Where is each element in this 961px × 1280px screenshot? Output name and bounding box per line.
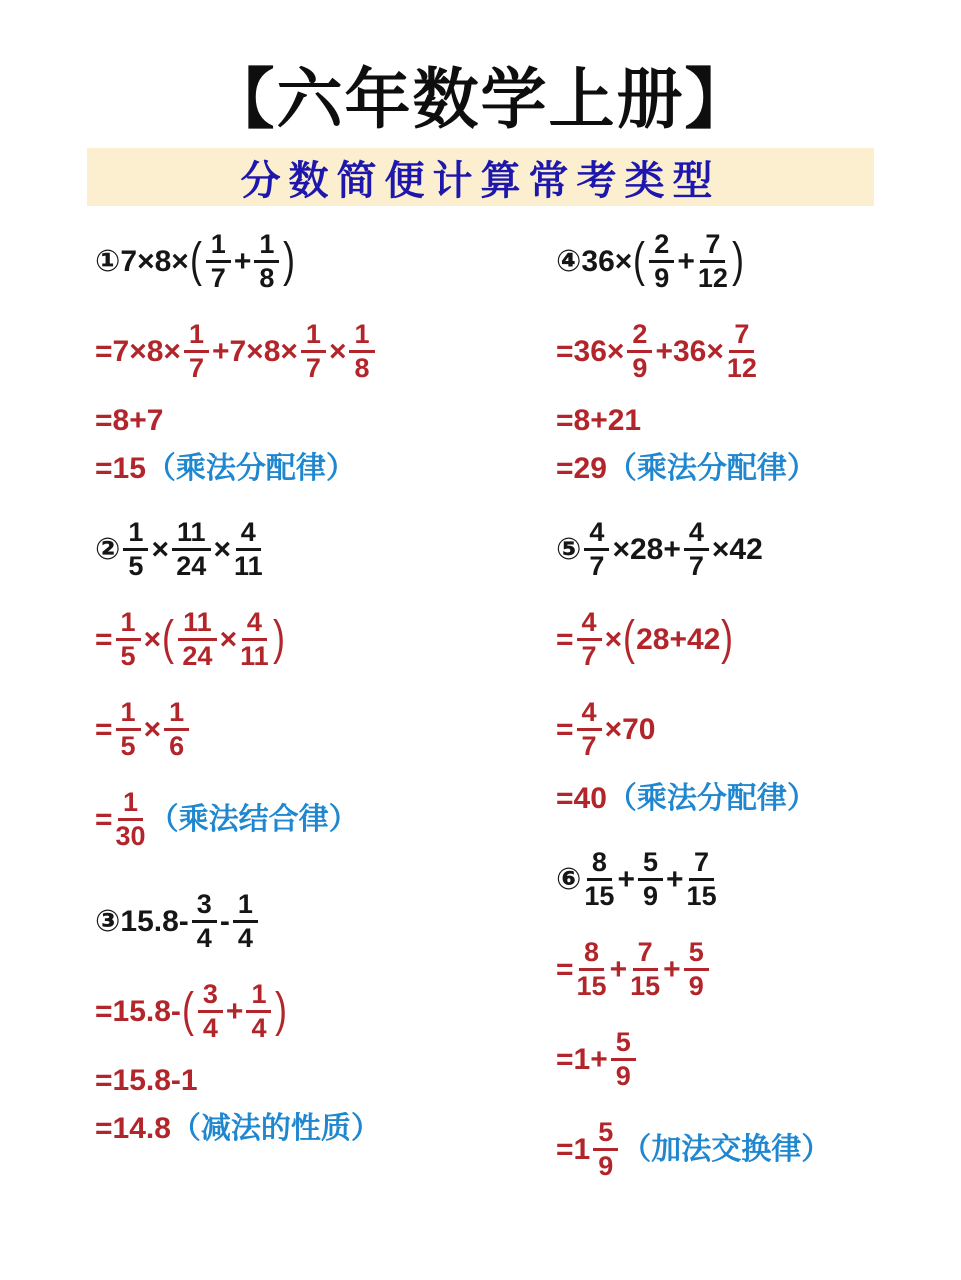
math-text: + (233, 244, 252, 278)
math-text: =7×8× (95, 334, 181, 368)
fraction-numerator: 1 (301, 320, 326, 353)
fraction-denominator: 6 (169, 731, 185, 761)
fraction-numerator: 5 (611, 1028, 636, 1061)
fraction (246, 980, 271, 1043)
math-text: ④36× (556, 244, 633, 278)
math-text: （乘法分配律） (606, 781, 817, 815)
fraction-numerator: 2 (627, 320, 652, 353)
fraction (254, 230, 279, 293)
fraction-numerator: 1 (206, 230, 231, 263)
fraction (234, 518, 263, 581)
fraction-denominator: 9 (688, 971, 704, 1001)
fraction-denominator: 15 (584, 881, 615, 911)
math-text: = (556, 952, 574, 986)
column-left (95, 216, 545, 1164)
math-text: ② (95, 532, 121, 566)
fraction-numerator: 11 (172, 518, 211, 551)
fraction (584, 848, 614, 911)
fraction-denominator: 7 (589, 551, 605, 581)
math-line (556, 774, 956, 822)
math-text: =1 (556, 1132, 591, 1166)
fraction-numerator: 1 (349, 320, 374, 353)
fraction (698, 230, 728, 293)
math-text: = (95, 622, 113, 656)
math-text: - (219, 904, 230, 938)
fraction-numerator: 5 (638, 848, 663, 881)
math-text: = (95, 712, 113, 746)
fraction-denominator: 7 (210, 263, 226, 293)
fraction (116, 788, 146, 851)
parenthesis: ( (189, 234, 202, 288)
math-line (95, 684, 545, 774)
math-text: =8+7 (95, 403, 164, 437)
fraction-numerator: 4 (577, 608, 602, 641)
math-text: + (663, 952, 681, 986)
math-text: =15 (95, 451, 146, 485)
math-text: ①7×8× (95, 244, 189, 278)
math-text: ×42 (711, 532, 763, 566)
math-text: 28+42 (636, 622, 721, 656)
fraction-denominator: 11 (234, 551, 263, 581)
math-line (95, 966, 545, 1056)
math-text: + (666, 862, 684, 896)
fraction (577, 608, 602, 671)
math-line (556, 216, 956, 306)
math-text: ×70 (604, 712, 656, 746)
math-text: ⑥ (556, 862, 582, 896)
math-text: + (609, 952, 628, 986)
fraction-denominator: 12 (726, 353, 757, 383)
math-line (95, 876, 545, 966)
fraction-denominator: 7 (305, 353, 321, 383)
fraction (192, 890, 217, 953)
math-line (95, 1056, 545, 1104)
fraction (349, 320, 374, 383)
math-text: × (604, 622, 623, 656)
fraction-denominator: 24 (182, 641, 213, 671)
math-text: + (617, 862, 635, 896)
fraction-denominator: 24 (176, 551, 207, 581)
math-text: +7×8× (211, 334, 298, 368)
problem-6 (556, 834, 956, 1194)
fraction-denominator: 15 (576, 971, 607, 1001)
fraction-numerator: 1 (246, 980, 271, 1013)
fraction-numerator: 1 (254, 230, 279, 263)
fraction-numerator: 11 (178, 608, 217, 641)
math-text: +36× (655, 334, 724, 368)
fraction-numerator: 4 (577, 698, 602, 731)
problem-2 (95, 504, 545, 864)
fraction-denominator: 9 (598, 1151, 614, 1181)
fraction (233, 890, 258, 953)
fraction-denominator: 9 (615, 1061, 631, 1091)
fraction (577, 698, 602, 761)
fraction (611, 1028, 636, 1091)
fraction-denominator: 9 (642, 881, 659, 911)
math-text: × (143, 712, 162, 746)
math-line (556, 444, 956, 492)
fraction-numerator: 1 (123, 518, 148, 551)
fraction-denominator: 7 (581, 641, 597, 671)
subtitle-banner (87, 148, 874, 206)
math-line (556, 1104, 956, 1194)
parenthesis: ) (721, 612, 734, 666)
math-text: + (225, 994, 244, 1028)
fraction-denominator: 15 (686, 881, 717, 911)
fraction (301, 320, 326, 383)
fraction-numerator: 3 (198, 980, 223, 1013)
column-right (556, 216, 956, 1206)
fraction (727, 320, 757, 383)
math-text: =40 (556, 781, 607, 815)
math-line (95, 594, 545, 684)
fraction (649, 230, 674, 293)
fraction (684, 938, 709, 1001)
page-subtitle: 分数简便计算常考类型 (240, 156, 721, 204)
fraction-numerator: 4 (236, 518, 261, 551)
parenthesis: ) (272, 612, 285, 666)
fraction-numerator: 8 (579, 938, 604, 971)
math-line (556, 594, 956, 684)
parenthesis: ) (731, 234, 744, 288)
fraction-numerator: 7 (633, 938, 658, 971)
fraction (630, 938, 660, 1001)
math-line (95, 504, 545, 594)
fraction-numerator: 3 (192, 890, 217, 923)
math-text: = (556, 712, 574, 746)
math-text: =29 (556, 451, 607, 485)
math-text: （加法交换律） (621, 1132, 832, 1166)
fraction (687, 848, 717, 911)
math-line (556, 396, 956, 444)
fraction-denominator: 4 (237, 923, 253, 953)
fraction (638, 848, 663, 911)
fraction-numerator: 4 (242, 608, 267, 641)
math-text: × (328, 334, 347, 368)
math-text: × (219, 622, 238, 656)
math-line (556, 834, 956, 924)
parenthesis: ) (275, 984, 288, 1038)
fraction-denominator: 4 (251, 1013, 267, 1043)
fraction-numerator: 2 (649, 230, 674, 263)
fraction-numerator: 1 (118, 788, 143, 821)
problem-3 (95, 876, 545, 1152)
fraction-numerator: 7 (700, 230, 725, 263)
fraction-denominator: 7 (581, 731, 597, 761)
math-line (556, 1014, 956, 1104)
fraction (684, 518, 709, 581)
math-text: ⑤ (556, 532, 582, 566)
fraction (178, 608, 217, 671)
fraction-denominator: 9 (654, 263, 670, 293)
math-text: （乘法结合律） (148, 802, 359, 836)
math-text: × (151, 532, 169, 566)
problem-1 (95, 216, 545, 492)
fraction-denominator: 5 (128, 551, 144, 581)
math-line (95, 444, 545, 492)
fraction (184, 320, 209, 383)
fraction-numerator: 1 (116, 608, 141, 641)
fraction-denominator: 5 (120, 731, 136, 761)
fraction-numerator: 1 (164, 698, 189, 731)
math-line (556, 684, 956, 774)
math-line (95, 216, 545, 306)
fraction-denominator: 8 (259, 263, 275, 293)
fraction (172, 518, 211, 581)
math-text: =14.8 (95, 1111, 171, 1145)
fraction (577, 938, 607, 1001)
math-line (556, 504, 956, 594)
math-text: =36× (556, 334, 625, 368)
math-text: + (677, 244, 695, 278)
fraction-numerator: 5 (593, 1118, 618, 1151)
fraction (116, 608, 141, 671)
fraction-denominator: 15 (630, 971, 661, 1001)
fraction (164, 698, 189, 761)
fraction-denominator: 7 (188, 353, 204, 383)
parenthesis: ( (162, 612, 175, 666)
math-line (95, 1104, 545, 1152)
parenthesis: ( (181, 984, 194, 1038)
fraction (123, 518, 148, 581)
math-text: × (143, 622, 162, 656)
fraction-denominator: 11 (240, 641, 269, 671)
fraction-denominator: 4 (196, 923, 212, 953)
fraction-denominator: 9 (632, 353, 648, 383)
math-text: × (213, 532, 232, 566)
fraction (593, 1118, 618, 1181)
math-line (95, 306, 545, 396)
math-text: =8+21 (556, 403, 642, 437)
fraction-denominator: 8 (354, 353, 370, 383)
fraction (584, 518, 609, 581)
parenthesis: ( (633, 234, 646, 288)
fraction (116, 698, 141, 761)
math-line (556, 306, 956, 396)
math-text: （乘法分配律） (145, 451, 356, 485)
math-text: =15.8- (95, 994, 181, 1028)
fraction-numerator: 8 (587, 848, 612, 881)
math-text: =1+ (556, 1042, 608, 1076)
fraction-numerator: 5 (684, 938, 709, 971)
math-text: = (556, 622, 574, 656)
math-text: ③15.8- (95, 904, 189, 938)
fraction-denominator: 5 (120, 641, 136, 671)
fraction-numerator: 1 (116, 698, 141, 731)
fraction (240, 608, 269, 671)
fraction-numerator: 7 (689, 848, 714, 881)
math-text: （减法的性质） (170, 1111, 381, 1145)
fraction-numerator: 1 (184, 320, 209, 353)
math-text: = (95, 802, 113, 836)
fraction-denominator: 7 (688, 551, 704, 581)
fraction-denominator: 30 (115, 821, 146, 851)
math-line (556, 924, 956, 1014)
problem-5 (556, 504, 956, 822)
fraction-numerator: 1 (233, 890, 258, 923)
page-title: 【六年数学上册】 (208, 60, 753, 138)
fraction-denominator: 4 (202, 1013, 218, 1043)
problem-4 (556, 216, 956, 492)
fraction-numerator: 4 (584, 518, 609, 551)
parenthesis: ( (623, 612, 636, 666)
fraction (206, 230, 231, 293)
fraction-numerator: 7 (729, 320, 754, 353)
fraction-numerator: 4 (684, 518, 709, 551)
fraction-denominator: 12 (697, 263, 728, 293)
math-line (95, 774, 545, 864)
fraction (627, 320, 652, 383)
parenthesis: ) (283, 234, 296, 288)
math-text: =15.8-1 (95, 1063, 198, 1097)
math-text: （乘法分配律） (606, 451, 817, 485)
math-text: ×28+ (612, 532, 681, 566)
math-line (95, 396, 545, 444)
fraction (198, 980, 223, 1043)
